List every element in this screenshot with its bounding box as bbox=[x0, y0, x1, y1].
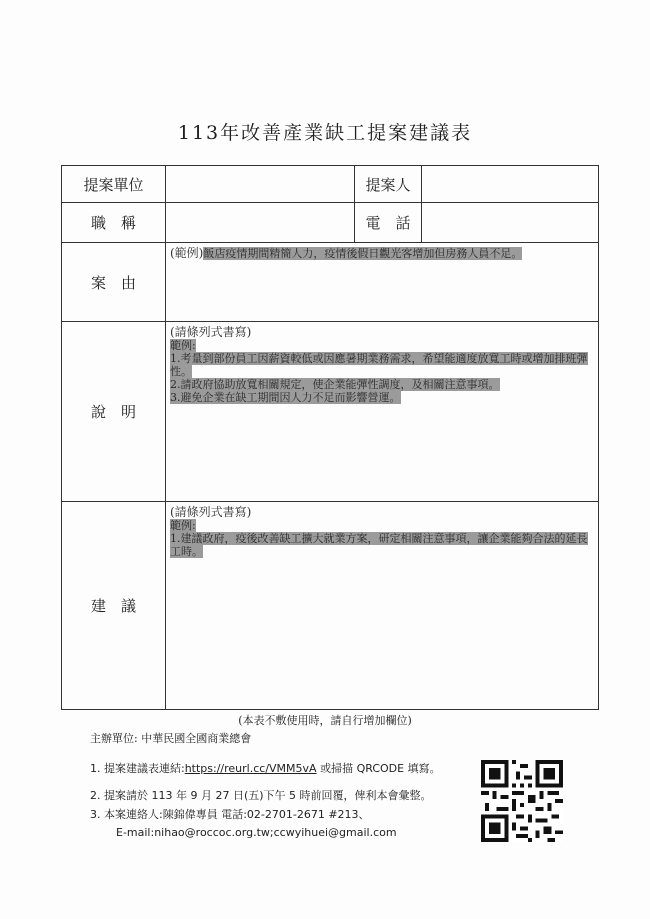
phone-label: 電 話 bbox=[354, 203, 422, 242]
proposal-form-table bbox=[61, 165, 599, 710]
item-2: 2. 提案請於 113 年 9 月 27 日(五)下午 5 時前回覆，俾利本會彙整。 bbox=[90, 789, 432, 802]
explain-line: 1.考量到部份員工因薪資較低或因應暑期業務需求，希望能適度放寬工時或增加排班彈性。 bbox=[170, 352, 588, 378]
proposer-label: 提案人 bbox=[354, 166, 422, 202]
job-title-label: 職 稱 bbox=[62, 203, 166, 242]
item-email: E-mail:nihao@roccoc.org.tw;ccwyihuei@gmail.com bbox=[116, 826, 397, 839]
qr-code-icon[interactable] bbox=[481, 760, 563, 842]
sponsor-text: 主辦單位: 中華民國全國商業總會 bbox=[90, 732, 252, 745]
explain-content bbox=[170, 326, 592, 404]
suggest-content bbox=[170, 506, 592, 558]
row-suggest bbox=[62, 502, 598, 709]
item-1-prefix: 1. 提案建議表連結: bbox=[90, 762, 185, 775]
suggest-line: 1.建議政府，疫後改善缺工擴大就業方案，研定相關注意事項，讓企業能夠合法的延長工時。 bbox=[170, 532, 588, 558]
row-unit bbox=[62, 166, 598, 203]
explain-line: 範例: bbox=[170, 339, 196, 352]
row-explain bbox=[62, 322, 598, 502]
reason-label: 案 由 bbox=[62, 243, 166, 321]
suggest-label: 建 議 bbox=[62, 502, 166, 709]
suggest-hint: (請條列式書寫) bbox=[170, 505, 252, 519]
reason-example-prefix: (範例) bbox=[170, 246, 204, 260]
row-reason bbox=[62, 243, 598, 322]
reason-content bbox=[170, 247, 592, 260]
row-title bbox=[62, 203, 598, 243]
item-3: 3. 本案連絡人:陳錦偉專員 電話:02-2701-2671 #213、 bbox=[90, 808, 370, 821]
explain-line: 3.避免企業在缺工期間因人力不足而影響營運。 bbox=[170, 391, 401, 404]
reason-example: 飯店疫情期間精簡人力，疫情後假日觀光客增加但房務人員不足。 bbox=[203, 247, 523, 260]
insufficient-space-note: (本表不敷使用時，請自行增加欄位) bbox=[238, 714, 412, 727]
explain-line: 2.請政府協助放寬相關規定，使企業能彈性調度，及相關注意事項。 bbox=[170, 378, 500, 391]
unit-label: 提案單位 bbox=[62, 166, 166, 202]
item-1 bbox=[90, 760, 441, 776]
suggest-line: 範例: bbox=[170, 519, 196, 532]
proposal-link[interactable]: https://reurl.cc/VMM5vA bbox=[184, 762, 317, 775]
explain-hint: (請條列式書寫) bbox=[170, 325, 252, 339]
item-1-suffix: 或掃描 QRCODE 填寫。 bbox=[316, 762, 441, 775]
explain-label: 說 明 bbox=[62, 322, 166, 501]
form-title: 113年改善產業缺工提案建議表 bbox=[177, 122, 473, 144]
